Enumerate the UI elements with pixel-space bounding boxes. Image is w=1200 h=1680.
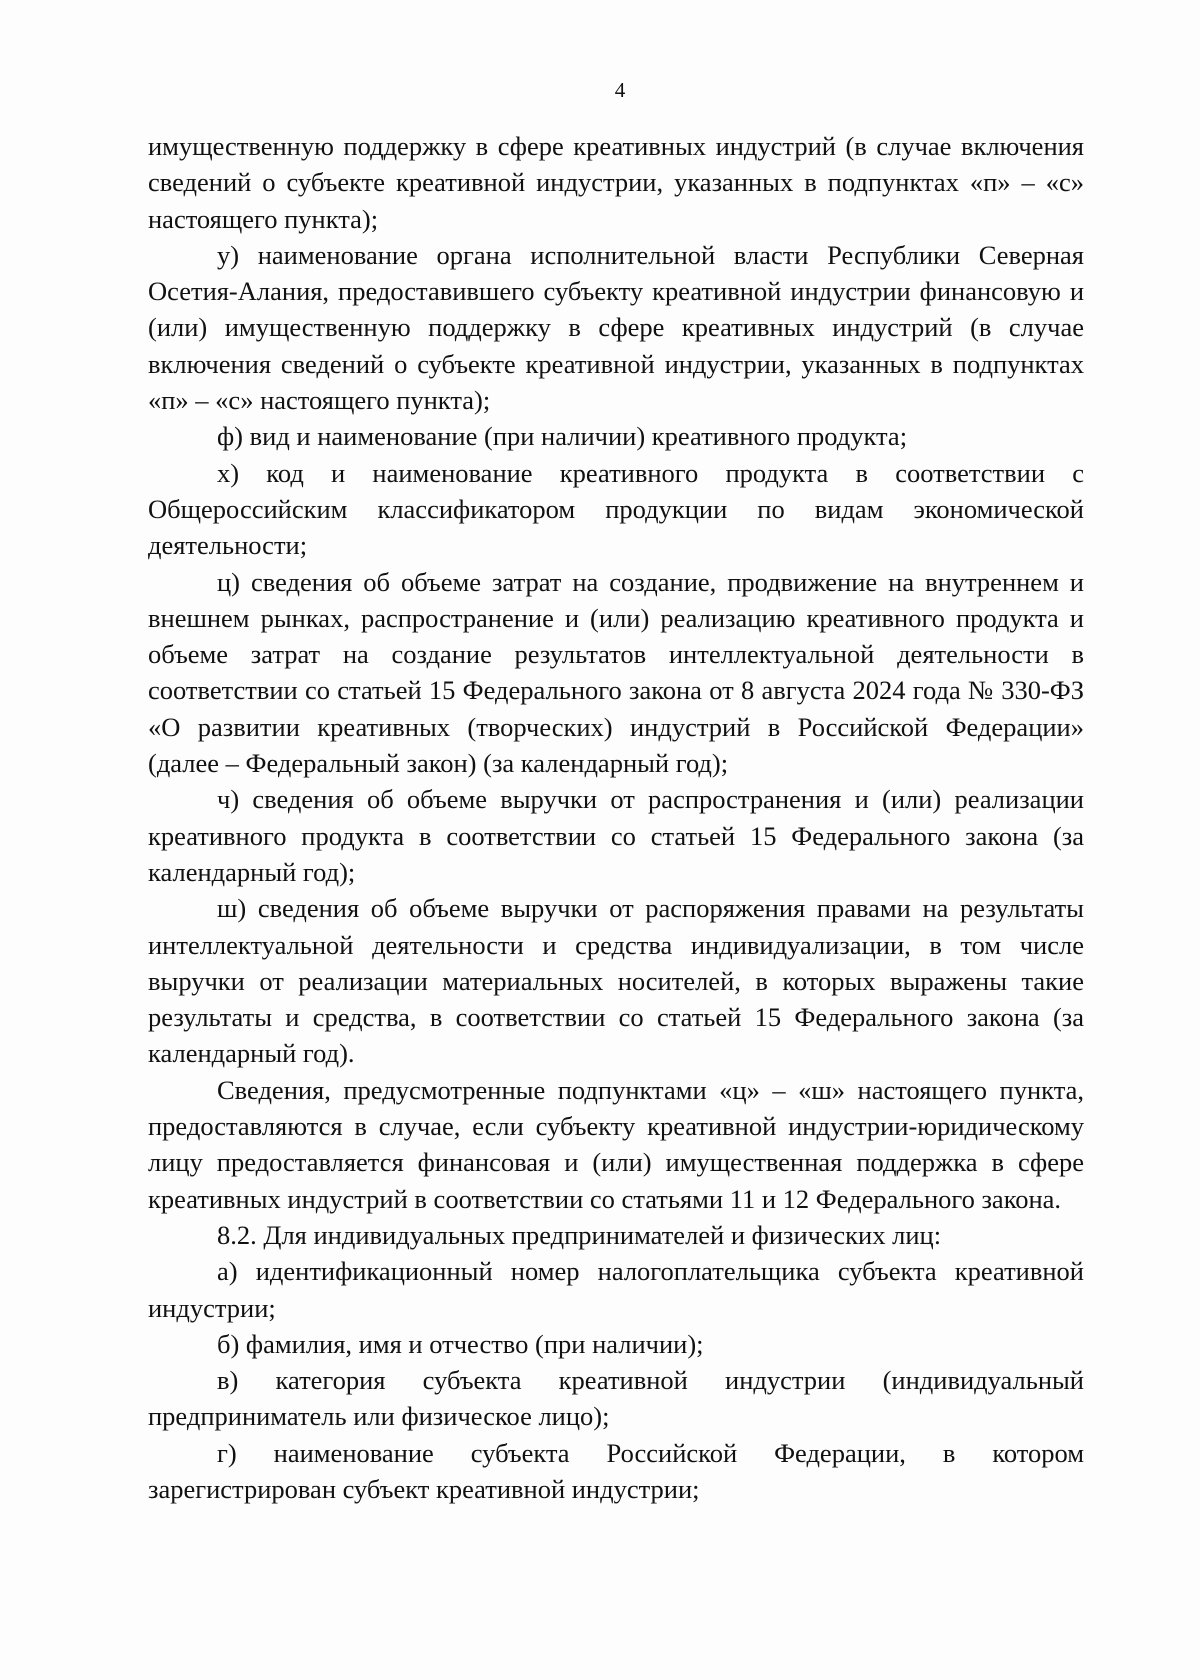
- paragraph-continuation: имущественную поддержку в сфере креативных индустрий (в случае включения сведений о субъекте креативной индустрии, указанных в подпунктах «п» – «с» настоящего пункта);: [148, 131, 1084, 234]
- paragraph-item-sh: ш) сведения об объеме выручки от распоряжения правами на результаты интеллектуальной деятельности и средства индивидуализации, в том числе выручки от реализации материальных носителей, в которых выражены такие результаты и средства, в соответствии со статьей 15 Федерального закона (за календарный год).: [148, 893, 1084, 1069]
- paragraph-note: Сведения, предусмотренные подпунктами «ц» – «ш» настоящего пункта, предоставляются в случае, если субъекту креативной индустрии-юридическому лицу предоставляется финансовая и (или) имущественная поддержка в сфере креативных индустрий в соответствии со статьями 11 и 12 Федерального закона.: [148, 1074, 1084, 1214]
- paragraph-item-a: а) идентификационный номер налогоплательщика субъекта креативной индустрии;: [148, 1256, 1084, 1323]
- paragraph-item-kh: х) код и наименование креативного продукта в соответствии с Общероссийским классификатором продукции по видам экономической деятельности;: [148, 457, 1084, 561]
- paragraph-item-v: в) категория субъекта креативной индустрии (индивидуальный предприниматель или физическое лицо);: [148, 1365, 1084, 1432]
- paragraph-item-f: ф) вид и наименование (при наличии) креативного продукта;: [217, 421, 908, 452]
- paragraph-item-ch: ч) сведения об объеме выручки от распространения и (или) реализации креативного продукта в соответствии со статьей 15 Федерального закона (за календарный год);: [148, 784, 1084, 887]
- paragraph-item-b: б) фамилия, имя и отчество (при наличии);: [217, 1328, 704, 1359]
- paragraph-item-u: у) наименование органа исполнительной власти Республики Северная Осетия-Алания, предоставившего субъекту креативной индустрии финансовую и (или) имущественную поддержку в сфере креативных индустрий (в случае включения сведений о субъекте креативной индустрии, указанных в подпунктах «п» – «с» настоящего пункта);: [148, 239, 1084, 416]
- document-body: [148, 128, 1084, 1507]
- paragraph-section-8-2: 8.2. Для индивидуальных предпринимателей и физических лиц:: [217, 1219, 942, 1250]
- page-number: 4: [614, 78, 626, 102]
- paragraph-item-ts: ц) сведения об объеме затрат на создание, продвижение на внутреннем и внешнем рынках, распространение и (или) реализацию креативного продукта и объеме затрат на создание результатов интеллектуальной деятельности в соответствии со статьей 15 Федерального закона от 8 августа 2024 года № 330-ФЗ «О развитии креативных (творческих) индустрий в Российской Федерации» (далее – Федеральный закон) (за календарный год);: [148, 566, 1084, 779]
- paragraph-item-g: г) наименование субъекта Российской Федерации, в котором зарегистрирован субъект креативной индустрии;: [148, 1437, 1084, 1504]
